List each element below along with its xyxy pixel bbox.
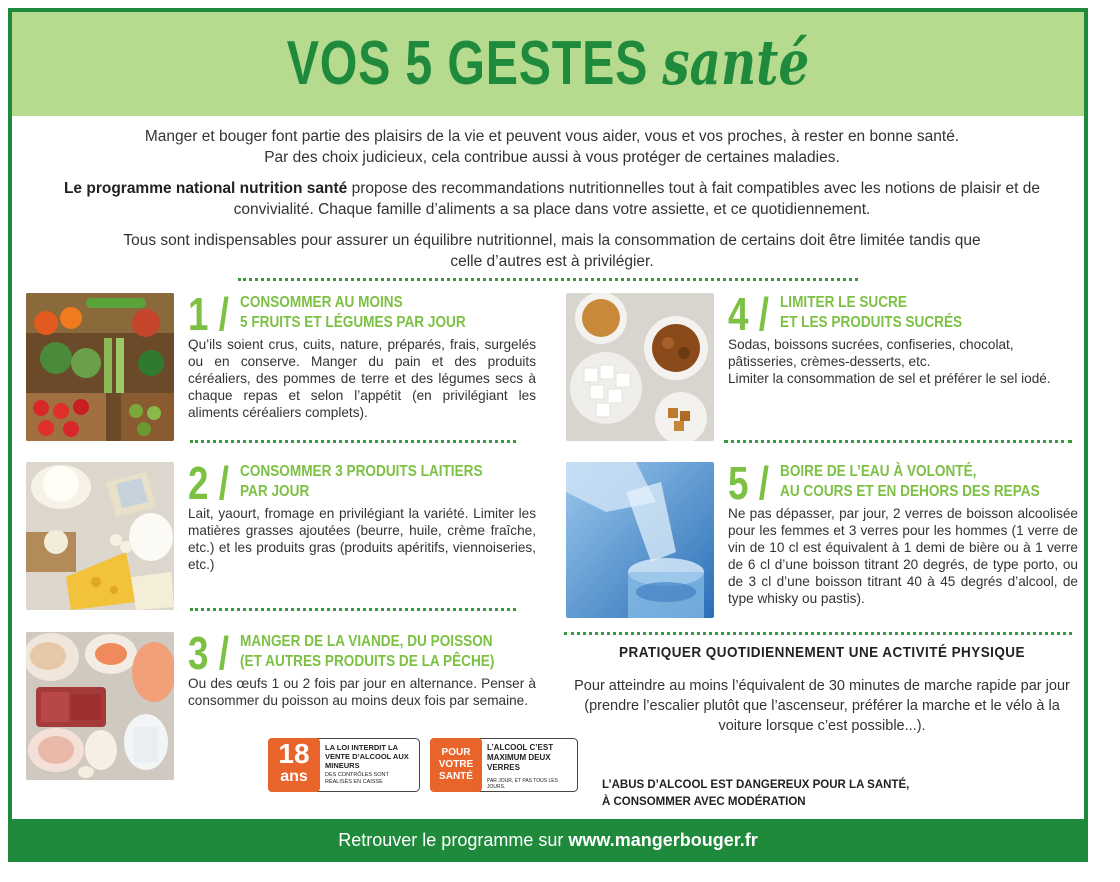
age-number: 18 [278, 738, 310, 769]
divider [238, 278, 858, 281]
water-photo [566, 462, 714, 618]
intro-p2-text: propose des recommandations nutritionnelles tout à fait compatibles avec les notions de plaisir et de convivialité. Chaque famille d’aliments a sa place dans votre assiette, et ce quotidiennement. [233, 180, 1041, 218]
age-unit: ans [280, 768, 308, 785]
footer-banner [12, 819, 1084, 862]
divider [564, 632, 1072, 635]
activity-title: PRATIQUER QUOTIDIENNEMENT UNE ACTIVITÉ PHYSIQUE [619, 644, 1025, 661]
geste-5-heading: BOIRE DE L’EAU À VOLONTÉ, AU COURS ET EN DEHORS DES REPAS [780, 463, 1040, 500]
geste-2-number: 2 / [188, 457, 229, 509]
geste-1-heading: CONSOMMER AU MOINS 5 FRUITS ET LÉGUMES PAR JOUR [240, 294, 466, 331]
programme-name: Le programme national nutrition santé [63, 180, 348, 197]
geste-4-number: 4 / [728, 288, 769, 340]
divider [724, 440, 1072, 443]
intro-line-2: Par des choix judicieux, cela contribue aussi à vous protéger de certaines maladies. [264, 149, 840, 166]
footer-text: Retrouver le programme sur [338, 830, 569, 850]
geste-4-text: Sodas, boissons sucrées, confiseries, chocolat, pâtisseries, crèmes-desserts, etc. Limiter la consommation de sel et préférer le sel iodé. [728, 337, 1051, 386]
geste-3 [188, 627, 536, 752]
health-daily-text: PAR JOUR, ET PAS TOUS LES JOURS. [487, 778, 558, 790]
website-link[interactable]: www.mangerbouger.fr [568, 830, 758, 850]
geste-3-text: Ou des œufs 1 ou 2 fois par jour en alternance. Penser à consommer du poisson au moins deux fois par semaine. [188, 676, 536, 708]
health-badge [430, 738, 578, 792]
vegetables-photo [26, 293, 174, 441]
age-control-text: DES CONTRÔLES SONT RÉALISÉS EN CAISSE [325, 772, 389, 785]
dairy-photo [26, 462, 174, 610]
divider [190, 440, 516, 443]
title-banner [12, 12, 1084, 116]
geste-1 [188, 288, 536, 443]
geste-2 [188, 457, 536, 612]
health-label: POUR VOTRE SANTÉ [438, 747, 474, 782]
geste-2-text: Lait, yaourt, fromage en privilégiant la variété. Limiter les matières grasses ajoutées (beurre, huile, crème fraîche, etc.) et les produits gras (produits apéritifs, viennoiseries, etc.) [188, 506, 536, 572]
activity-text: Pour atteindre au moins l’équivalent de 30 minutes de marche rapide par jour (prendre l’escalier plutôt que l’ascenseur, préférer la marche et le vélo à la voiture lorsque c’est possible...). [574, 678, 1070, 734]
geste-3-heading: MANGER DE LA VIANDE, DU POISSON (ET AUTRES PRODUITS DE LA PÊCHE) [240, 633, 495, 670]
intro-paragraph-1 [52, 126, 1052, 168]
sugar-photo [566, 293, 714, 441]
alcohol-warning: L’ABUS D’ALCOOL EST DANGEREUX POUR LA SANTÉ, À CONSOMMER AVEC MODÉRATION [602, 779, 910, 808]
title-main: VOS 5 GESTES [286, 29, 649, 98]
age-badge [268, 738, 420, 792]
geste-5 [728, 457, 1078, 632]
geste-1-number: 1 / [188, 288, 229, 340]
page-title [130, 26, 966, 99]
geste-4 [728, 288, 1076, 443]
title-script: santé [662, 26, 810, 99]
geste-5-text: Ne pas dépasser, par jour, 2 verres de boisson alcoolisée pour les femmes et 3 verres pour les hommes (1 verre de vin de 10 cl est équivalent à 1 demi de bière ou à 1 verre de 6 cl d’une boisson titrant 20 degrés, de type porto, ou de 3 cl d’une boisson titrant 40 à 45 degrés d’alcool, de type whisky ou pastis). [728, 506, 1078, 606]
divider [190, 608, 516, 611]
intro-line-1: Manger et bouger font partie des plaisirs de la vie et peuvent vous aider, vous et vos proches, à rester en bonne santé. [144, 128, 960, 145]
geste-5-number: 5 / [728, 457, 769, 509]
intro-paragraph-2 [52, 178, 1052, 220]
intro-p3-text: Tous sont indispensables pour assurer un équilibre nutritionnel, mais la consommation de certains doit être limitée tandis que celle d’autres est à privilégier. [123, 232, 981, 270]
geste-2-heading: CONSOMMER 3 PRODUITS LAITIERS PAR JOUR [240, 463, 483, 500]
geste-3-number: 3 / [188, 627, 229, 679]
intro-paragraph-3 [52, 230, 1052, 272]
age-law-text: LA LOI INTERDIT LA VENTE D’ALCOOL AUX MINEURS [325, 743, 409, 770]
page-frame [8, 8, 1088, 862]
geste-1-text: Qu’ils soient crus, cuits, nature, préparés, frais, surgelés ou en conserve. Manger du pain et des produits céréaliers, des pommes de terre et des légumes secs à chaque repas et selon l’appétit (en privilégiant les aliments céréaliers complets). [188, 337, 536, 420]
health-limit-text: L’ALCOOL C’EST MAXIMUM DEUX VERRES [487, 743, 554, 772]
meat-fish-photo [26, 632, 174, 780]
geste-4-heading: LIMITER LE SUCRE ET LES PRODUITS SUCRÉS [780, 294, 963, 331]
